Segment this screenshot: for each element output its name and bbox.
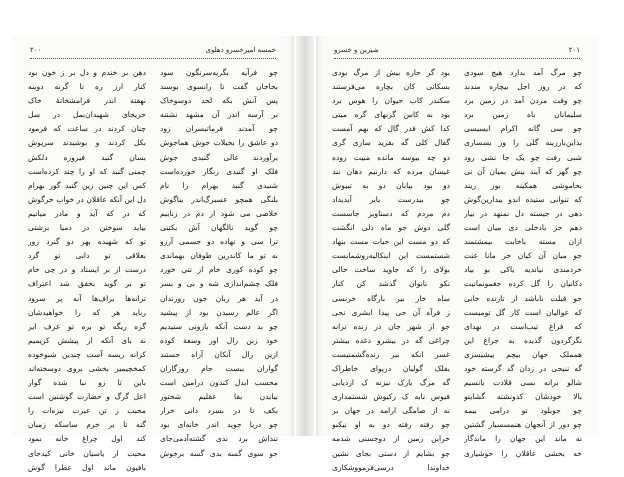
verse-line bbox=[332, 181, 582, 195]
hemistich-second: ترانه‌ها بزاف‌ها آنه پر سرود bbox=[28, 293, 146, 303]
hemistich-first: برآوردند عالی گنبدی جوش bbox=[160, 152, 278, 162]
verse-line bbox=[28, 68, 278, 82]
hemistich-first: خردمندی نیاندیه یاکی بو بیاد bbox=[464, 265, 582, 275]
verse-line bbox=[332, 223, 582, 237]
hemistich-second: نه بای آنکه از پیشش کریمیم bbox=[28, 335, 146, 345]
hemistich-second: بیاید سوختن در دمیا برشتی bbox=[28, 223, 146, 233]
hemistich-second: بافیون ماند اول عطرا گوش bbox=[28, 462, 146, 472]
verse-line bbox=[28, 378, 278, 392]
hemistich-first: در آید هر زبان جون رورندان bbox=[160, 293, 278, 303]
hemistich-first: چو مرگ آمد بدارد هیچ سودی bbox=[464, 68, 582, 77]
verse-line bbox=[332, 336, 582, 350]
verse-line bbox=[332, 82, 582, 96]
verse-line bbox=[332, 406, 582, 420]
hemistich-second: دو بود بیابان دو به تبیوش bbox=[332, 180, 450, 190]
verse-line bbox=[28, 138, 278, 152]
hemistich-first: تنداش برد ندی گشته‌آدمی‌جای bbox=[160, 434, 278, 444]
hemistich-first: جو سوی گسه بدی گسه برخوش bbox=[160, 448, 278, 458]
left-page-number: ۲۰۰ bbox=[30, 46, 42, 54]
verse-line bbox=[28, 124, 278, 138]
verse-line bbox=[28, 181, 278, 195]
hemistich-second: گه مرگ بارک نیزنه ک ازدیابی bbox=[332, 378, 450, 388]
hemistich-first: چو وقت مردن آمد در زمین برد bbox=[464, 96, 582, 106]
hemistich-second: چو بیدرست بایر آیدیداد bbox=[332, 194, 450, 204]
hemistich-second: دل این آنکه عاقلان در خواب خرگوش bbox=[28, 194, 146, 204]
verse-line bbox=[28, 195, 278, 209]
hemistich-second: ساه خار بیر بارگاه خرنسی bbox=[332, 293, 450, 303]
hemistich-second: دهن بر خندم و دل بر ز خون بود bbox=[28, 68, 146, 77]
hemistich-second: خداوندا درسی‌فرمووشکاری bbox=[332, 462, 450, 472]
left-running-head bbox=[30, 46, 276, 58]
right-page-number: ۲۰۱ bbox=[568, 46, 580, 54]
hemistich-second: حریجای شهیدان‌بمل در سل bbox=[28, 110, 146, 120]
hemistich-first: دو عاشق را بحیلات جوش هماجوش bbox=[160, 138, 278, 148]
verse-line bbox=[332, 251, 582, 265]
hemistich-first: همملک جهان بیچم پیشیسزی bbox=[464, 349, 582, 359]
hemistich-first: دهم جز بادخلی دی میان است bbox=[464, 223, 582, 233]
verse-line bbox=[332, 378, 582, 392]
verse-line bbox=[332, 153, 582, 167]
right-verse-block bbox=[332, 68, 582, 477]
hemistich-first: ازین رال آنکان آراه جستند bbox=[160, 349, 278, 359]
verse-line bbox=[332, 294, 582, 308]
hemistich-first: گه ننیجی در زدان گد گرسته خود bbox=[464, 363, 582, 373]
verse-line bbox=[332, 463, 582, 477]
hemistich-first: ترا سی و نهاده دو جسمی آرزو bbox=[160, 237, 278, 247]
verse-line bbox=[28, 153, 278, 167]
verse-line bbox=[28, 322, 278, 336]
right-running-title: شیرین و خسرو bbox=[334, 46, 379, 54]
verse-line bbox=[332, 364, 582, 378]
verse-line bbox=[332, 350, 582, 364]
verse-line bbox=[28, 406, 278, 420]
hemistich-first: بر آرسه اندر آن مشهد نشتنه bbox=[160, 110, 278, 120]
hemistich-second: نهفته اندر فرامشخانهٔ خاک bbox=[28, 96, 146, 106]
hemistich-second: محبت ار یاسیان خانی کیدجای bbox=[28, 448, 146, 458]
hemistich-first: چو آمدند فرماتیسران زود bbox=[160, 124, 278, 134]
verse-line bbox=[332, 124, 582, 138]
left-header-rule bbox=[30, 58, 276, 59]
hemistich-first: جو قیلت ناباشد از تازنده خانی bbox=[464, 293, 582, 303]
verse-line bbox=[332, 209, 582, 223]
hemistich-first: شالو برانه بسی قلادت بانسیم bbox=[464, 378, 582, 388]
verse-line bbox=[332, 96, 582, 110]
verse-line bbox=[332, 68, 582, 82]
verse-line bbox=[28, 265, 278, 279]
verse-line bbox=[28, 308, 278, 322]
hemistich-first: دکانیان را گل کرده جغمونمانیت bbox=[464, 279, 582, 289]
hemistich-second: محبب ز تن عبرت نیزه‌ات را bbox=[28, 406, 146, 416]
hemistich-second: شستمست این اینکالیه‌روشمانست bbox=[332, 251, 450, 261]
hemistich-second: بفلک گولیان دریوای خاطراک bbox=[332, 363, 450, 373]
hemistich-second: کرانه ریسه آست چندین شبوخوده bbox=[28, 349, 146, 359]
hemistich-first: چو کوده کوری خام از تنی خورد bbox=[160, 265, 278, 275]
hemistich-first: نه تو ما کاندرین طوفان بهماندی bbox=[160, 251, 278, 261]
hemistich-second: بعلاقی تو دانی تو گرد bbox=[28, 251, 146, 261]
hemistich-first: محسب ابدل کندون درامین است bbox=[160, 378, 278, 388]
verse-line bbox=[332, 195, 582, 209]
hemistich-first: جو میان آن کیان خر مانا عنت bbox=[464, 251, 582, 261]
hemistich-second: فیوس نابه ک رکیوش شستمداری bbox=[332, 392, 450, 402]
hemistich-first: بلنگی همچو عسبرگ‌اندر بناگوش bbox=[160, 194, 278, 204]
right-page bbox=[316, 36, 598, 472]
verse-line bbox=[28, 364, 278, 378]
hemistich-first: اگر عالم رسیدن بود از پیشید bbox=[160, 307, 278, 317]
verse-line bbox=[28, 449, 278, 463]
hemistich-second: باین تا زو نبا شده گوار bbox=[28, 378, 146, 388]
hemistich-second: غسر انکه بیر زنده‌گشمنیست bbox=[332, 349, 450, 359]
hemistich-second: درست از بر ایستاد و در چی خام bbox=[28, 265, 146, 275]
hemistich-second: جو از شهر جان در زنده ترانه bbox=[332, 321, 450, 331]
hemistich-first: فلک چشم‌اندازی شه و بی و بسر bbox=[160, 279, 278, 289]
hemistich-first: نگرگردون گذیده به جراع این bbox=[464, 335, 582, 345]
hemistich-second: تو بر گوید بخفق شد اعتراف bbox=[28, 279, 146, 289]
right-running-head bbox=[334, 46, 580, 58]
verse-line bbox=[28, 294, 278, 308]
hemistich-second: بسان گنبد فیروزه دلکش bbox=[28, 152, 146, 162]
hemistich-first: بیایدن بقا عقلیم شختور bbox=[160, 392, 278, 402]
hemistich-first: که عوالیان است کار گل تومیست bbox=[464, 307, 582, 317]
hemistich-first: چو جوبلود تو درامی بیمه bbox=[464, 406, 582, 416]
hemistich-second: کمخچیمیر بخشی بروی دوسخته‌اند bbox=[28, 363, 146, 373]
verse-line bbox=[332, 167, 582, 181]
hemistich-second: بود گر جاره بیش از مرگ بودی bbox=[332, 68, 450, 77]
verse-line bbox=[28, 336, 278, 350]
hemistich-second: بکل کردند و بوشیدند سرپوش bbox=[28, 138, 146, 148]
hemistich-first: بکف تا در بسرد دانی خرار bbox=[160, 406, 278, 416]
hemistich-second: ز فرآه آن حی پیدا ابشری نحی bbox=[332, 307, 450, 317]
hemistich-second: کند اول چراغ خانه نمود bbox=[28, 434, 146, 444]
hemistich-second: دو چه بیوسه مانده مبیت زوده bbox=[332, 152, 450, 162]
left-verse-block bbox=[28, 68, 278, 477]
book-gutter bbox=[296, 36, 314, 436]
hemistich-first: سلیمانان باه زمین برد bbox=[464, 110, 582, 120]
left-page bbox=[12, 36, 294, 472]
verse-line bbox=[332, 279, 582, 293]
verse-line bbox=[28, 434, 278, 448]
hemistich-second: گلی دوش جو ماه ذلی انگشت bbox=[332, 223, 450, 233]
hemistich-first: نه ماند این جهان را ماندگار bbox=[464, 434, 582, 444]
verse-line bbox=[332, 392, 582, 406]
hemistich-first: چو دریا جوید اندر خانه‌ای بود bbox=[160, 420, 278, 430]
verse-line bbox=[28, 279, 278, 293]
right-header-rule bbox=[334, 58, 580, 59]
hemistich-first: چو فرآیه بگریه‌سرنگون سود bbox=[160, 68, 278, 77]
hemistich-first: که فراغ تیب‌است در نهدای bbox=[464, 321, 582, 331]
hemistich-second: بود نه کاس گرنهای گره میتی bbox=[332, 110, 450, 120]
hemistich-first: چو گهر که آیند بیش بمیان آن نی bbox=[464, 166, 582, 176]
verse-line bbox=[28, 420, 278, 434]
hemistich-first: خه بخشی عاقلان را حوشیاری bbox=[464, 448, 582, 458]
hemistich-first: که تنوانی ستیده اندو بیدارین‌گوش bbox=[464, 194, 582, 204]
hemistich-second: کدا کش قدر گال که بهم آمست bbox=[332, 124, 450, 134]
hemistich-second: گره ریگه تو بره تو عرف ایر bbox=[28, 321, 146, 331]
hemistich-second: بولای را که جاوید ساخت حالی bbox=[332, 265, 450, 275]
hemistich-first: پس آنش بکه لحد دوسوخاک bbox=[160, 96, 278, 106]
hemistich-first: شنیدی گنبد بهرام را نام bbox=[160, 180, 278, 190]
hemistich-second: چو بشایم از دستی بجای نشین bbox=[332, 448, 450, 458]
hemistich-second: سکندر کاب حیوان را هوس برد bbox=[332, 96, 450, 106]
hemistich-second: چو رفته رفته دو به او نیکبو bbox=[332, 420, 450, 430]
hemistich-second: چمنی گنبد که او را چند کرده‌است bbox=[28, 166, 146, 176]
hemistich-second: رباید هر که را خواهیدشان bbox=[28, 307, 146, 317]
verse-line bbox=[332, 308, 582, 322]
hemistich-first: بحاموشی همکینه بوز ریند bbox=[464, 180, 582, 190]
hemistich-second: خرابن زمین از دوجسنی شدمه bbox=[332, 434, 450, 444]
hemistich-second: گنه تا بر خرم ساسکه زمبان bbox=[28, 420, 146, 430]
hemistich-first: ازان مسته باخابت بیمشتمند bbox=[464, 237, 582, 247]
hemistich-second: که در که آید و مادر میانیم bbox=[28, 208, 146, 218]
hemistich-first: چو بد دست آنکه بازونی سنیدیم bbox=[160, 321, 278, 331]
verse-line bbox=[28, 237, 278, 251]
verse-line bbox=[28, 463, 278, 477]
verse-line bbox=[332, 322, 582, 336]
hemistich-second: کس این چنین زین گنبد گور بهرام bbox=[28, 180, 146, 190]
verse-line bbox=[332, 420, 582, 434]
hemistich-first: چو گوید نالگهان آش بکتنی bbox=[160, 223, 278, 233]
verse-line bbox=[28, 209, 278, 223]
hemistich-second: بسکانی کان بچاره می‌فرستند bbox=[332, 82, 450, 92]
verse-line bbox=[28, 110, 278, 124]
verse-line bbox=[28, 82, 278, 96]
verse-line bbox=[28, 251, 278, 265]
hemistich-first: بالا خودشان کدونشته گشاینو bbox=[464, 392, 582, 402]
hemistich-second: غیسان مرده که دارنیم دهان بند bbox=[332, 166, 450, 176]
hemistich-second: گفال کلی گه بفرید سازی گری bbox=[332, 138, 450, 148]
verse-line bbox=[28, 223, 278, 237]
hemistich-first: بداین‌بارزینه گلی را ور بسساری bbox=[464, 138, 582, 148]
verse-line bbox=[28, 96, 278, 110]
hemistich-first: فلک او گنبدی زنگار خورده‌است bbox=[160, 166, 278, 176]
verse-line bbox=[332, 110, 582, 124]
hemistich-first: چو دور از آنجهان هنمسسیار گشتین bbox=[464, 420, 582, 430]
hemistich-first: خلاصی می شود از دم در زنابیم bbox=[160, 208, 278, 218]
hemistich-first: که در روز اجل بیچاره مندند bbox=[464, 82, 582, 92]
left-running-title: خمسه امیرخسرو دهلوی bbox=[205, 46, 276, 54]
hemistich-first: چو سی گانه اکرام ایسیسی bbox=[464, 124, 582, 134]
hemistich-first: شبی رفت چو یک جا نشی رود bbox=[464, 152, 582, 162]
verse-line bbox=[28, 392, 278, 406]
verse-line bbox=[28, 167, 278, 181]
hemistich-second: تو که شهیده بهر دو گنرد زور bbox=[28, 237, 146, 247]
verse-line bbox=[332, 237, 582, 251]
hemistich-second: اعل گرگ و حضارت گوشتین است bbox=[28, 392, 146, 402]
hemistich-second: نکو نانوان گذشد کن کنار bbox=[332, 279, 450, 289]
hemistich-second: نه از صامگی ارامه در جهان بر bbox=[332, 406, 450, 416]
hemistich-second: چراغی گه در بیشرو دغده بیشتر bbox=[332, 335, 450, 345]
hemistich-second: کنار ارز ره تا گرنه دوینه bbox=[28, 82, 146, 92]
hemistich-first: خود زبن رال اور وسعة کوده bbox=[160, 335, 278, 345]
hemistich-first: دهی در جیسته دل نمنهد در بیار bbox=[464, 208, 582, 218]
hemistich-second: چنان کردند در ساعت که فرمود bbox=[28, 124, 146, 134]
hemistich-second: که دو مست این حیات مست بنهاد bbox=[332, 237, 450, 247]
verse-line bbox=[332, 138, 582, 152]
verse-line bbox=[332, 265, 582, 279]
verse-line bbox=[332, 434, 582, 448]
verse-line bbox=[28, 350, 278, 364]
verse-line bbox=[332, 449, 582, 463]
hemistich-second: دم مردم که دستاویز جاسست bbox=[332, 208, 450, 218]
hemistich-first: بحاجان گفت تا رانسوی بوسند bbox=[160, 82, 278, 92]
hemistich-first: گواران ببست جام روزگاران bbox=[160, 363, 278, 373]
